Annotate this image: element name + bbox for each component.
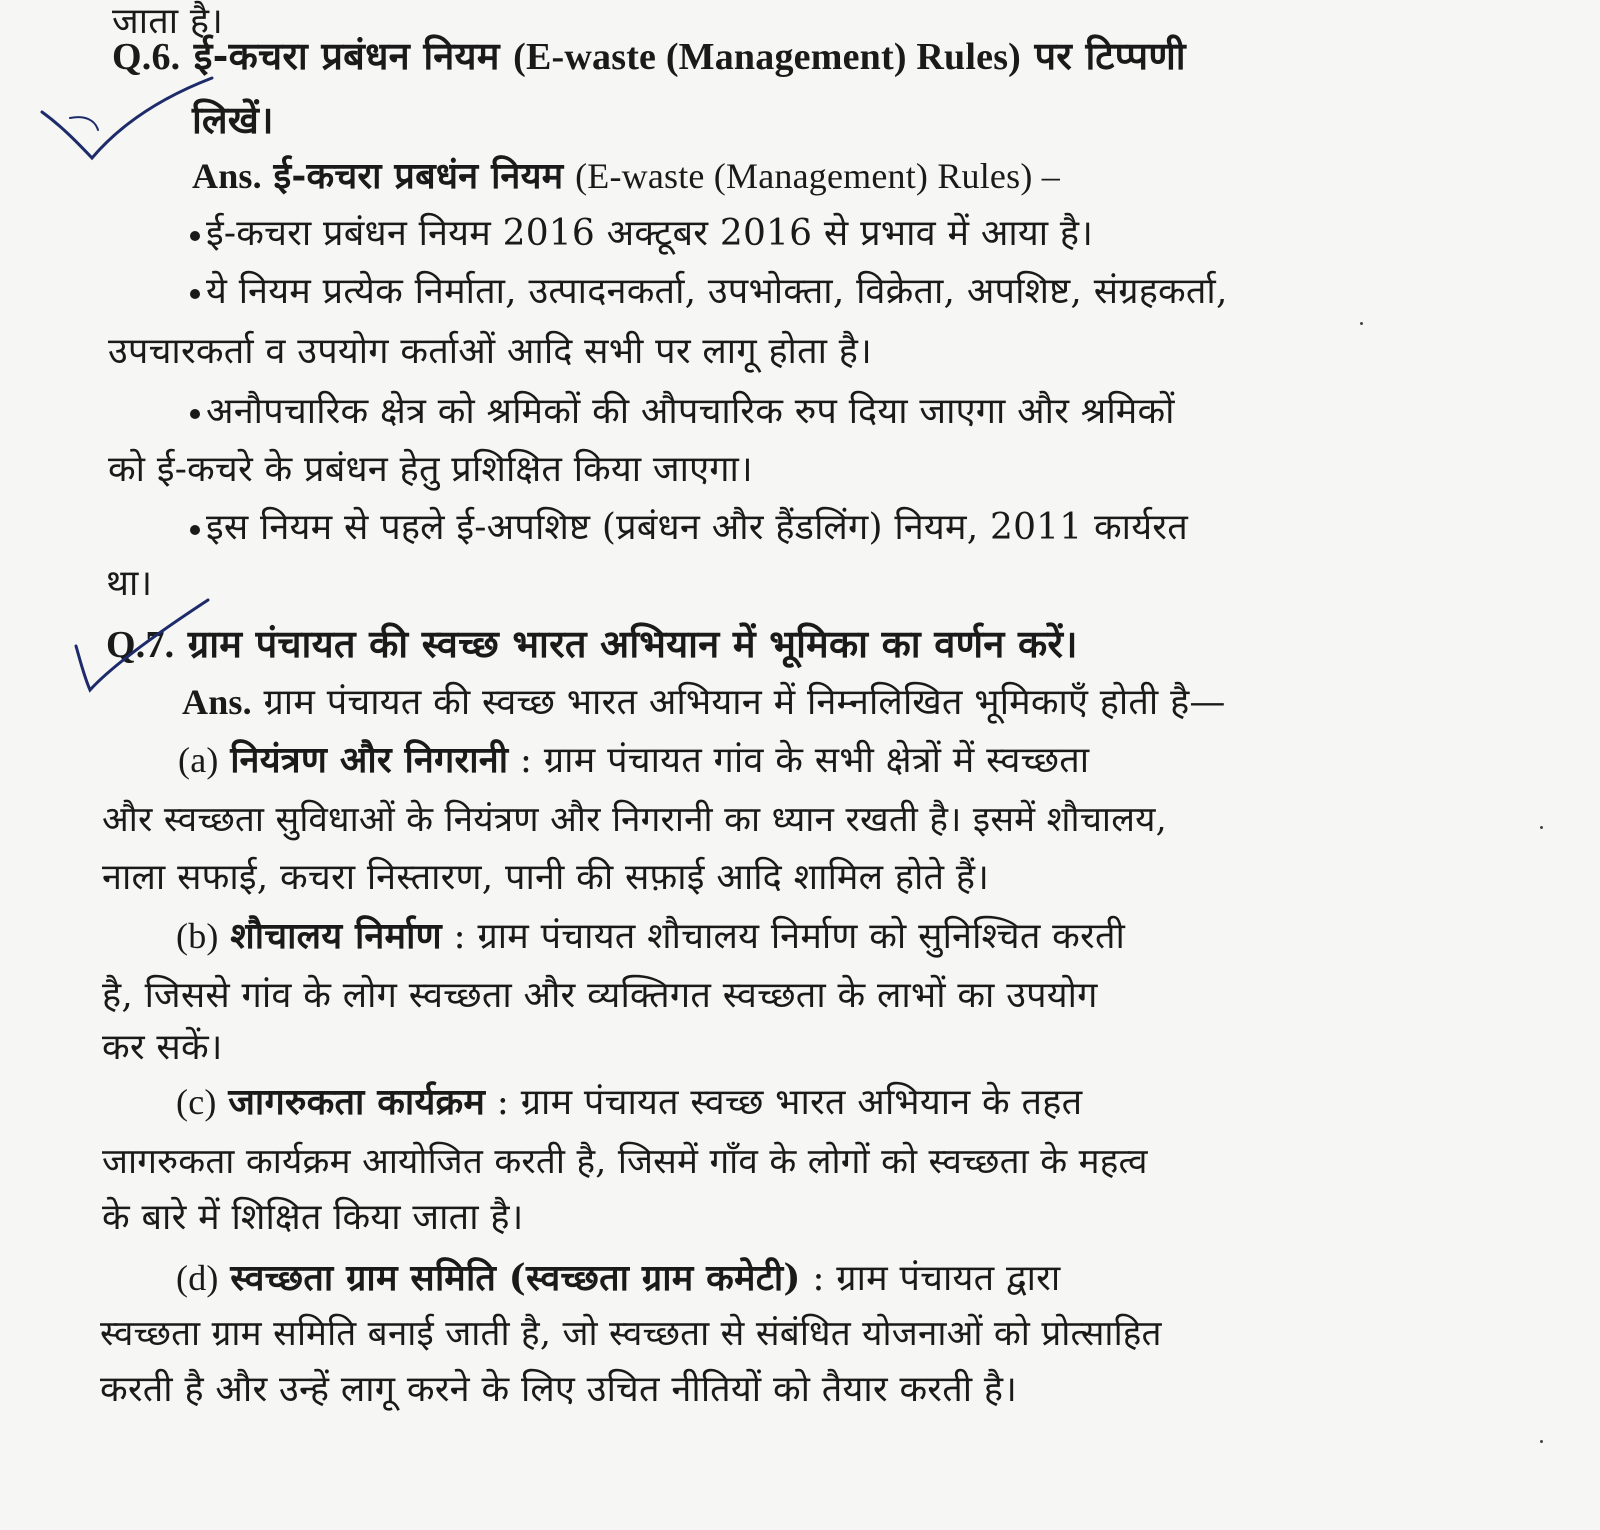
- q7-point-d-marker: (d): [176, 1258, 219, 1298]
- q7-point-a-heading: नियंत्रण और निगरानी: [230, 739, 509, 781]
- q6-ans-heading-english: (E-waste (Management) Rules) –: [575, 156, 1060, 196]
- q7-point-d-line2: स्वच्छता ग्राम समिति बनाई जाती है, जो स्वच्छता से संबंधित योजनाओं को प्रोत्साहित: [100, 1314, 1162, 1354]
- q7-point-b-text: : ग्राम पंचायत शौचालय निर्माण को सुनिश्चित करती: [453, 916, 1125, 957]
- q6-bullet-3-line2: को ई-कचरे के प्रबंधन हेतु प्रशिक्षित किया जाएगा।: [108, 449, 753, 490]
- q6-bullet-4-line1: इस नियम से पहले ई-अपशिष्ट (प्रबंधन और हैंडलिंग) नियम, 2011 कार्यरत: [190, 506, 1188, 550]
- q6-title: [112, 34, 1186, 79]
- q7-point-d-line1: [176, 1256, 1060, 1301]
- q7-point-a-line3: नाला सफाई, कचरा निस्तारण, पानी की सफ़ाई आदि शामिल होते हैं।: [102, 857, 990, 898]
- q6-title-tail: पर टिप्पणी: [1034, 33, 1186, 78]
- q7-point-a-line2: और स्वच्छता सुविधाओं के नियंत्रण और निगरानी का ध्यान रखती है। इसमें शौचालय,: [102, 800, 1167, 840]
- q6-bullet-2-line1: ये नियम प्रत्येक निर्माता, उत्पादनकर्ता, उपभोक्ता, विक्रेता, अपशिष्ट, संग्रहकर्ता,: [190, 270, 1228, 314]
- q6-title-hindi: ई-कचरा प्रबंधन नियम: [193, 33, 500, 78]
- paper-speck: [1360, 322, 1363, 325]
- q7-title: [106, 622, 1078, 667]
- previous-answer-fragment: जाता है।: [112, 1, 224, 42]
- q7-title-text: ग्राम पंचायत की स्वच्छ भारत अभियान में भूमिका का वर्णन करें।: [187, 621, 1078, 666]
- q7-point-a-marker: (a): [178, 740, 219, 780]
- q7-point-b-line3: कर सकें।: [102, 1027, 223, 1068]
- q7-point-a-line1: [178, 738, 1089, 783]
- q6-ans-label: Ans.: [192, 156, 262, 196]
- q6-label: Q.6.: [112, 36, 181, 78]
- q6-bullet-3-line1: अनौपचारिक क्षेत्र को श्रमिकों की औपचारिक रुप दिया जाएगा और श्रमिकों: [190, 390, 1175, 434]
- q7-point-a-text: : ग्राम पंचायत गांव के सभी क्षेत्रों में स्वच्छता: [519, 740, 1090, 781]
- q7-point-b-marker: (b): [176, 916, 219, 956]
- q7-point-b-line2: है, जिससे गांव के लोग स्वच्छता और व्यक्तिगत स्वच्छता के लाभों का उपयोग: [102, 975, 1098, 1016]
- q7-point-d-text: : ग्राम पंचायत द्वारा: [812, 1258, 1061, 1299]
- q7-point-b-heading: शौचालय निर्माण: [230, 915, 442, 957]
- q7-point-d-line3: करती है और उन्हें लागू करने के लिए उचित नीतियों को तैयार करती है।: [100, 1369, 1018, 1410]
- q6-answer-heading: [192, 154, 1060, 199]
- q7-ans-label: Ans.: [182, 682, 252, 722]
- paper-speck: [1540, 826, 1543, 829]
- q7-label: Q.7.: [106, 624, 175, 666]
- q7-point-c-heading: जागरुकता कार्यक्रम: [228, 1081, 486, 1123]
- q7-answer-intro: [182, 680, 1226, 725]
- q6-ans-heading-hindi: ई-कचरा प्रबधंन नियम: [273, 155, 564, 197]
- q6-bullet-1: ई-कचरा प्रबंधन नियम 2016 अक्टूबर 2016 से प्रभाव में आया है।: [190, 212, 1093, 256]
- q7-point-c-line3: के बारे में शिक्षित किया जाता है।: [102, 1197, 524, 1238]
- q6-title-line2: लिखें।: [192, 97, 274, 142]
- q7-point-c-text: : ग्राम पंचायत स्वच्छ भारत अभियान के तहत: [496, 1082, 1083, 1123]
- q6-bullet-4-line2: था।: [106, 563, 153, 604]
- q7-point-c-line2: जागरुकता कार्यक्रम आयोजित करती है, जिसमें गाँव के लोगों को स्वच्छता के महत्व: [102, 1142, 1148, 1182]
- q7-point-c-marker: (c): [176, 1082, 217, 1122]
- q7-ans-intro-text: ग्राम पंचायत की स्वच्छ भारत अभियान में निम्नलिखित भूमिकाएँ होती है—: [263, 682, 1226, 723]
- q7-point-b-line1: [176, 914, 1125, 959]
- q6-title-english: (E-waste (Management) Rules): [513, 36, 1022, 78]
- q6-bullet-2-line2: उपचारकर्ता व उपयोग कर्ताओं आदि सभी पर लागू होता है।: [108, 331, 872, 372]
- q7-point-d-heading: स्वच्छता ग्राम समिति (स्वच्छता ग्राम कमेटी): [230, 1257, 801, 1299]
- q7-point-c-line1: [176, 1080, 1082, 1125]
- paper-speck: [1540, 1440, 1543, 1443]
